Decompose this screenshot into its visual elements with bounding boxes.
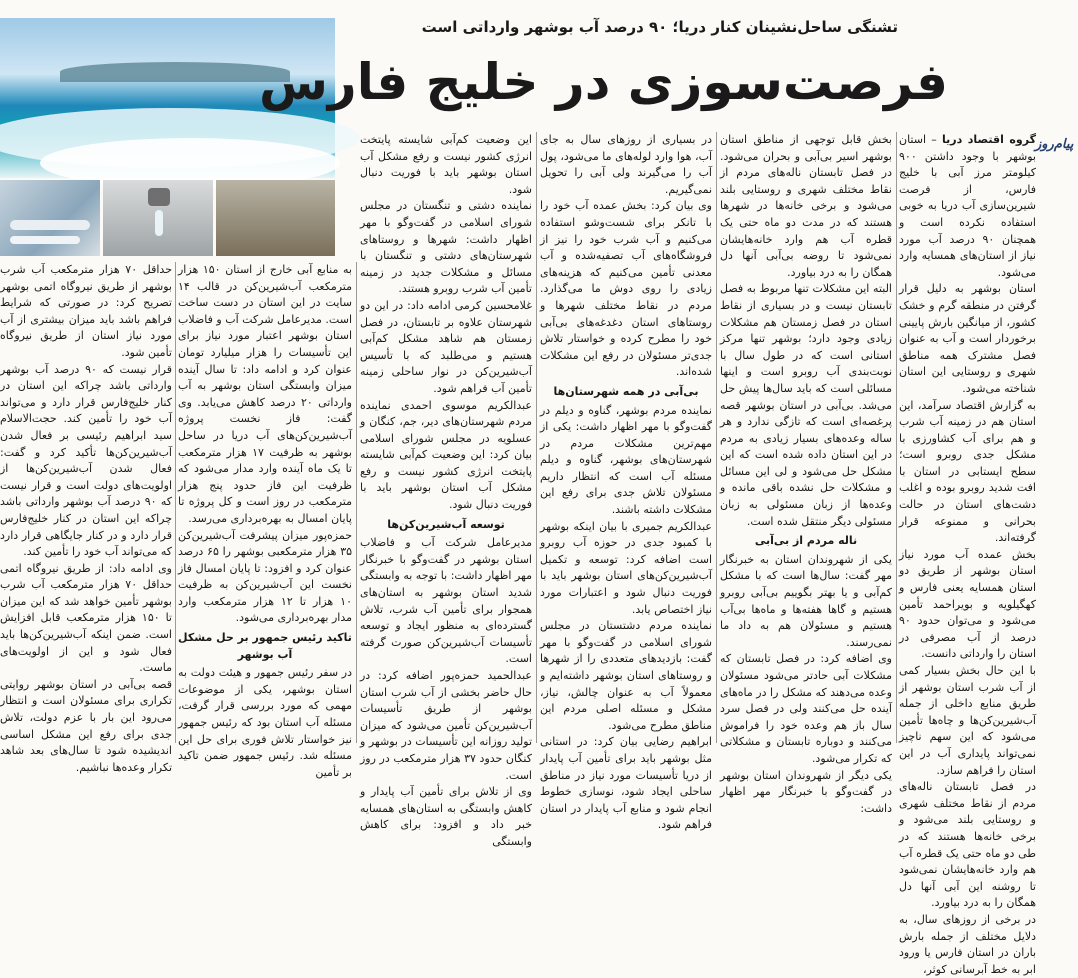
paragraph: یکی دیگر از شهروندان استان بوشهر در گفت‌وگو با خبرنگار مهر اظهار داشت: [720, 768, 892, 815]
article-headline: فرصت‌سوزی در خلیج فارس [258, 53, 948, 111]
paragraph: بخش عمده آب مورد نیاز استان بوشهر از طریق دو استان همسایه یعنی فارس و کهگیلویه و بویراحمد تأمین می‌شود و می‌توان حدود ۹۰ درصد از آب مصرفی در استان را وارداتی دانست. [899, 547, 1036, 661]
paragraph: وی بیان کرد: بخش عمده آب خود را با تانکر برای شست‌وشو استفاده می‌کنیم و آب شرب خود را نیز از فروشگاه‌های آب تصفیه‌شده و آب معدنی تأمین می‌کنیم که هزینه‌های زیادی را روی دوش ما می‌گذارد. مردم در نقاط مختلف شهرها و روستاهای استان دغدغه‌های بی‌آبی خود را مطرح کرده و خواستار تلاش جدی‌تر مسئولان در رفع این مشکلات شده‌اند. [540, 199, 712, 379]
water-drop-icon [155, 210, 163, 236]
subheading: ناله مردم از بی‌آبی [754, 534, 858, 548]
byline: گروه اقتصاد دریا [941, 133, 1036, 146]
paragraph: نماینده مردم دشتستان در مجلس شورای اسلامی در گفت‌وگو با مهر گفت: بازدیدهای متعددی را از شهرها و روستاهای استان بوشهر داشته‌ایم و معمولاً آب به عنوان چالش، نیاز، مشکل و مسئله اصلی مردم این مناطق مطرح می‌شود. [540, 619, 712, 732]
paragraph: در بسیاری از روزهای سال به جای آب، هوا وارد لوله‌های ما می‌شود، پول آب را می‌گیرند ولی آبی را تحویل نمی‌گیریم. [540, 133, 712, 196]
paragraph: استان بوشهر به دلیل قرار گرفتن در منطقه گرم و خشک کشور، از میانگین بارش پایینی برخوردار است و آب به عنوان فصل مشترک همه مناطق شهری و روستایی این استان شناخته می‌شود. [899, 282, 1036, 395]
paragraph: وی از تلاش برای تأمین آب پایدار و کاهش وابستگی به استان‌های همسایه خبر داد و افزود: برای کاهش وابستگی [360, 785, 532, 848]
column-divider [356, 262, 357, 743]
subheading: تاکید رئیس جمهور بر حل مشکل آب بوشهر [178, 631, 352, 661]
column-4 [360, 132, 532, 848]
paragraph: عبدالکریم جمیری با بیان اینکه بوشهر با کمبود جدی در حوزه آب روبرو است اضافه کرد: توسعه و تکمیل آب‌شیرین‌کن‌های استان بوشهر باید با فوریت دنبال شود و اعتبارات مورد نیاز اختصاص یابد. [540, 519, 712, 616]
paragraph: ابراهیم رضایی بیان کرد: در استانی مثل بوشهر باید برای تأمین آب پایدار از دریا تأسیسات مورد نیاز در مناطق ساحلی ایجاد شود، نوسازی خطوط انجام شود و منابع آب پایدار در استان فراهم شود. [540, 735, 712, 832]
paragraph: بخش قابل توجهی از مناطق استان بوشهر اسیر بی‌آبی و بحران می‌شود. در فصل تابستان ناله‌های مردم از نقاط مختلف شهری و روستایی بلند می‌شود و برخی خانه‌ها در شهرها هستند که در مدت دو ماه حتی یک قطره آب هم وارد خانه‌هایشان نمی‌شود تا روضه بی‌آبی آنها دل همگان را به درد بیاورد. [720, 133, 892, 279]
column-divider [896, 132, 897, 743]
paragraph: یکی از شهروندان استان به خبرنگار مهر گفت: سال‌ها است که با مشکل کم‌آبی و یا بهتر بگوییم بی‌آبی روبرو هستیم و گاها هفته‌ها و ماه‌ها بی‌آب هستیم و مسئولان هم به داد ما نمی‌رسند. [720, 552, 892, 649]
paragraph: مدیرعامل شرکت آب و فاضلاب استان بوشهر در گفت‌وگو با خبرنگار مهر اظهار داشت: با توجه به وابستگی شدید استان بوشهر به استان‌های همجوار برای تأمین آب شرب، تلاش گسترده‌ای به منظور ایجاد و توسعه تأسیسات آب‌شیرین‌کن صورت گرفته است. [360, 536, 532, 666]
paragraph [899, 132, 1036, 281]
column-2 [720, 132, 892, 815]
water-pipes-photo [0, 180, 100, 256]
paragraph: به گزارش اقتصاد سرآمد، این استان هم در زمینه آب شرب و هم برای آب کشاورزی با مشکل جدی روبرو است؛ سطح ایستابی در استان با افت شدید روبرو بوده و اغلب دشت‌های استان در حالت بحرانی و ممنوعه قرار گرفته‌اند. [899, 398, 1036, 545]
paragraph: حداقل ۷۰ هزار مترمکعب آب شرب بوشهر از طریق نیروگاه اتمی بوشهر تصریح کرد: در صورتی که شرایط فراهم باشد باید میزان بیشتری از آب مورد نیاز استان از طریق نیروگاه تأمین شود. [0, 263, 173, 359]
faucet-icon [148, 188, 170, 206]
subheading: توسعه آب‌شیرین‌کن‌ها [387, 517, 505, 531]
paragraph: البته این مشکلات تنها مربوط به فصل تابستان نیست و در بسیاری از نقاط استان در فصل زمستان هم مشکلات زیادی وجود دارد؛ بوشهر تنها مرکز استانی است که در طول سال با نوبت‌بندی آب روبرو است و اینها مسائلی است که باید سال‌ها پیش حل می‌شد. بی‌آبی در استان بوشهر قصه پرغصه‌ای است که تازگی ندارد و هر ساله وعده‌های بسیار زیادی به مردم در این استان داده شده است که این مشکل حل می‌شود و لی این مسائل و مشکلات حل نشده باقی مانده و وعده‌ها از زبان مسئولی به زبان مسئولی دیگر منتقل شده است. [720, 282, 892, 528]
faucet-photo [103, 180, 213, 256]
article-kicker: تشنگی ساحل‌نشینان کنار دریا؛ ۹۰ درصد آب بوشهر وارداتی است [421, 18, 898, 36]
paragraph: وی ادامه داد: از طریق نیروگاه اتمی حداقل ۷۰ هزار مترمکعب آب شرب بوشهر تأمین خواهد شد که این میزان تا ۱۵۰ هزار مترمکعب قابل افزایش است. ضمن اینکه آب‌شیرین‌کن‌ها باید فعال شود و این از اولویت‌های ماست. [0, 561, 173, 675]
pipe-shape [10, 220, 90, 230]
column-6 [0, 262, 173, 774]
paragraph: عبدالکریم موسوی احمدی نماینده مردم شهرستان‌های دیر، جم، کنگان و عسلویه در مجلس شورای اسلامی بیان کرد: این وضعیت کم‌آبی شایسته پایتخت انرژی کشور نیست و رفع مشکل آب استان بوشهر باید با فوریت دنبال شود. [360, 398, 532, 512]
paragraph: در سفر رئیس جمهور و هیئت دولت به استان بوشهر، یکی از موضوعات مهمی که مورد بررسی قرار گرفت، مسئله آب استان بود که رئیس جمهور نیز خواستار تلاش فوری برای حل این مسئله شد. رئیس جمهور ضمن تاکید بر تأمین [178, 666, 352, 779]
paragraph: قصه بی‌آبی در استان بوشهر روایتی تکراری برای مسئولان است و انتظار می‌رود این بار با عزم دولت، تلاش جدی برای رفع این مشکل اساسی اندیشیده شود تا سال‌های بعد شاهد تکرار وعده‌ها نباشیم. [0, 677, 172, 774]
paragraph: عبدالحمید حمزه‌پور اضافه کرد: در حال حاضر بخشی از آب شرب استان بوشهر از طریق تأسیسات آب‌شیرین‌کن تأمین می‌شود که میزان تولید روزانه این تأسیسات در بوشهر و کنگان حدود ۳۷ هزار مترمکعب در روز است. [360, 669, 532, 782]
subheading: بی‌آبی در همه شهرستان‌ها [553, 384, 699, 398]
paragraph: قرار نیست که ۹۰ درصد آب بوشهر وارداتی باشد چراکه این استان در کنار خلیج‌فارس قرار دارد و می‌تواند آب خود را تأمین کند. حجت‌الاسلام سید ابراهیم رئیسی بر فعال شدن آب‌شیرین‌کن‌ها تأکید کرد و گفت: فعال شدن آب‌شیرین‌کن‌ها از اولویت‌های دولت است و قرار نیست که ۹۰ درصد آب بوشهر وارداتی باشد چراکه این استان در کنار خلیج‌فارس قرار دارد و در کنار جایگاهی قرار دارد که می‌تواند آب خود را تأمین کند. [0, 362, 172, 559]
column-5 [178, 262, 353, 779]
paragraph: نماینده دشتی و تنگستان در مجلس شورای اسلامی در گفت‌وگو با مهر اظهار داشت: شهرها و روستاهای شهرستان‌های دشتی و تنگستان با مسائل و مشکلات جدید در زمینه تأمین آب شرب روبرو هستند. [360, 199, 532, 296]
publication-logo-icon: پیام‌روز [1035, 137, 1074, 152]
paragraph: نماینده مردم بوشهر، گناوه و دیلم در گفت‌وگو با مهر اظهار داشت: یکی از مهم‌ترین مشکلات مردم در شهرستان‌های بوشهر، گناوه و دیلم مسئله آب است که انتظار داریم مسئولان تلاش جدی برای رفع این مشکلات داشته باشند. [540, 403, 712, 517]
pipe-shape [10, 236, 80, 244]
column-divider [536, 132, 537, 743]
column-divider [716, 132, 717, 743]
column-divider [175, 262, 176, 743]
photo-strip [0, 180, 335, 256]
paragraph-text: – استان بوشهر با وجود داشتن ۹۰۰ کیلومتر مرز آبی با خلیج فارس، از فرصت شیرین‌سازی آب دریا به خوبی استفاده نکرده است و همچنان ۹۰ درصد آب مورد نیاز از استان‌های همسایه وارد می‌شود. [899, 133, 1036, 279]
paragraph: با این حال بخش بسیار کمی از آب شرب استان بوشهر از طریق منابع داخلی از جمله آب‌شیرین‌کن‌ها و چاه‌ها تأمین می‌شود که این سهم ناچیز نمی‌تواند پایداری آب در این استان را فراهم سازد. [899, 664, 1036, 777]
paragraph: این وضعیت کم‌آبی شایسته پایتخت انرژی کشور نیست و رفع مشکل آب استان بوشهر باید با فوریت دنبال شود. [360, 133, 532, 196]
paragraph: در فصل تابستان ناله‌های مردم از نقاط مختلف شهری و روستایی بلند می‌شود و برخی خانه‌ها هستند که در طی دو ماه حتی یک قطره آب هم وارد خانه‌هایشان نمی‌شود تا روشنه این آبی آنها دل همگان را به درد بیاورد. [899, 780, 1036, 910]
paragraph: به منابع آبی خارج از استان ۱۵۰ هزار مترمکعب آب‌شیرین‌کن در قالب ۱۴ سایت در این استان در دست ساخت است. مدیرعامل شرکت آب و فاضلاب استان بوشهر اعتبار مورد نیاز برای این تأسیسات را هزار میلیارد تومان عنوان کرد و ادامه داد: تا سال آینده میزان وابستگی استان بوشهر به آب وارداتی ۲۰ درصد کاهش می‌یابد. وی گفت: فاز نخست پروژه آب‌شیرین‌کن‌های آب دریا در ساحل بوشهر به ظرفیت ۱۷ هزار مترمکعب تا یک ماه آینده وارد مدار می‌شود که ظرفیت این فاز حدود پنج هزار مترمکعب در روز است و کل پروژه تا پایان امسال به بهره‌برداری می‌رسد. [178, 263, 352, 525]
paragraph: غلامحسین کرمی ادامه داد: در این دو شهرستان علاوه بر تابستان، در فصل زمستان هم شاهد مشکل کم‌آبی هستیم و می‌طلبد که با تأسیس آب‌شیرین‌کن در نوار ساحلی زمینه تأمین آب فراهم شود. [360, 298, 532, 395]
water-tanker-photo [216, 180, 335, 256]
paragraph: در برخی از روزهای سال، به دلایل مختلف از جمله بارش باران در استان فارس یا ورود ابر به خط آبرسانی کوثر، [899, 912, 1036, 976]
paragraph: وی اضافه کرد: در فصل تابستان که مشکلات آبی حادتر می‌شود مسئولان وعده می‌دهند که مشکل را در ماه‌های آینده حل می‌کنند ولی در فصل سرد سال باز هم وعده خود را فراموش می‌کنند و دوباره تابستان و مشکلاتی که تکرار می‌شود. [720, 652, 892, 765]
column-1 [899, 132, 1036, 976]
paragraph: حمزه‌پور میزان پیشرفت آب‌شیرین‌کن ۳۵ هزار مترمکعبی بوشهر را ۶۵ درصد عنوان کرد و افزود: تا پایان امسال فاز نخست این آب‌شیرین‌کن به ظرفیت ۱۰ هزار تا ۱۲ هزار مترمکعب وارد مدار بهره‌برداری می‌شود. [178, 528, 353, 625]
island-shape [60, 62, 290, 82]
column-3 [540, 132, 712, 832]
